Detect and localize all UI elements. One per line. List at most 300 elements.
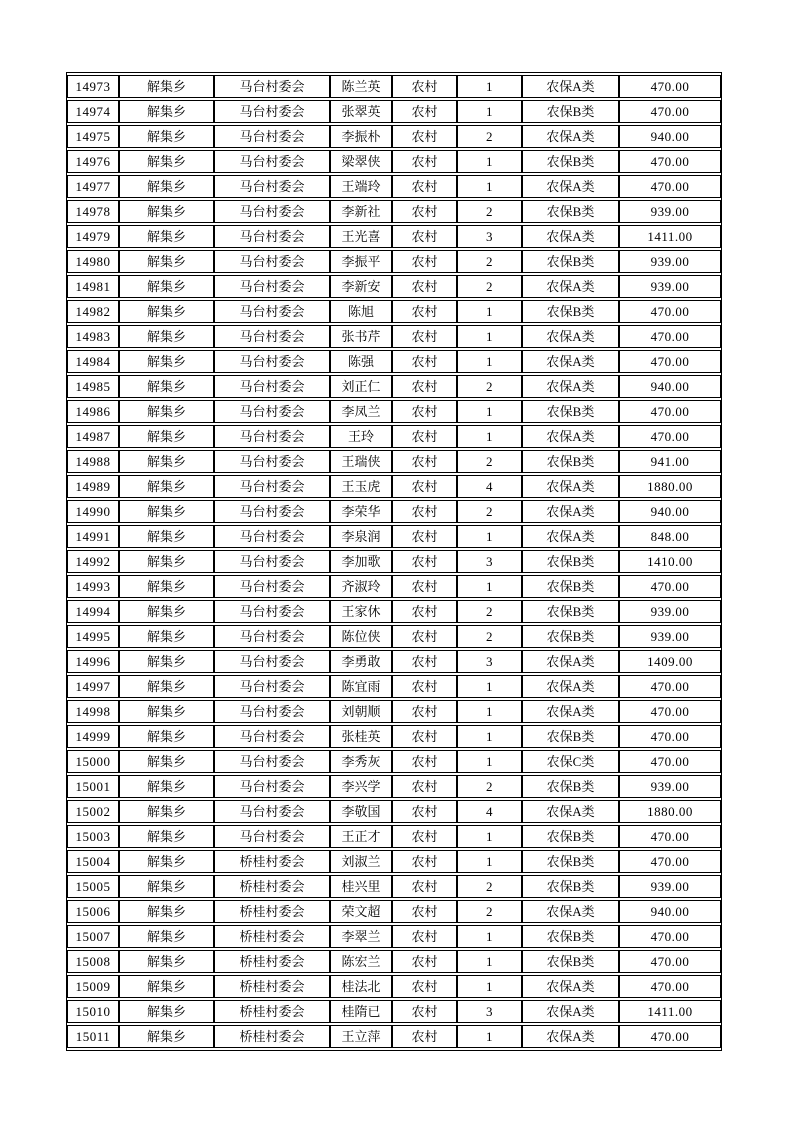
township-cell: 解集乡: [119, 375, 214, 398]
insurance-category-cell: 农保A类: [522, 425, 619, 448]
village-committee-cell: 马台村委会: [214, 675, 330, 698]
residence-type-cell: 农村: [392, 500, 457, 523]
residence-type-cell: 农村: [392, 1025, 457, 1048]
serial-number-cell: 15008: [67, 950, 119, 973]
serial-number-cell: 14979: [67, 225, 119, 248]
village-committee-cell: 马台村委会: [214, 625, 330, 648]
village-committee-cell: 桥桂村委会: [214, 1000, 330, 1023]
township-cell: 解集乡: [119, 550, 214, 573]
amount-cell: 939.00: [619, 875, 721, 898]
amount-cell: 939.00: [619, 250, 721, 273]
residence-type-cell: 农村: [392, 575, 457, 598]
insurance-category-cell: 农保A类: [522, 125, 619, 148]
township-cell: 解集乡: [119, 250, 214, 273]
person-count-cell: 1: [457, 575, 522, 598]
township-cell: 解集乡: [119, 725, 214, 748]
amount-cell: 1410.00: [619, 550, 721, 573]
village-committee-cell: 马台村委会: [214, 375, 330, 398]
person-count-cell: 2: [457, 275, 522, 298]
township-cell: 解集乡: [119, 400, 214, 423]
table-row: [67, 450, 721, 473]
village-committee-cell: 马台村委会: [214, 125, 330, 148]
person-name-cell: 陈强: [330, 350, 392, 373]
person-name-cell: 桂法北: [330, 975, 392, 998]
village-committee-cell: 马台村委会: [214, 525, 330, 548]
township-cell: 解集乡: [119, 200, 214, 223]
person-count-cell: 2: [457, 900, 522, 923]
person-count-cell: 1: [457, 700, 522, 723]
table-row: [67, 575, 721, 598]
residence-type-cell: 农村: [392, 400, 457, 423]
serial-number-cell: 14996: [67, 650, 119, 673]
table-row: [67, 400, 721, 423]
residence-type-cell: 农村: [392, 900, 457, 923]
village-committee-cell: 马台村委会: [214, 450, 330, 473]
residence-type-cell: 农村: [392, 250, 457, 273]
village-committee-cell: 马台村委会: [214, 775, 330, 798]
person-count-cell: 1: [457, 175, 522, 198]
person-name-cell: 李加歌: [330, 550, 392, 573]
insurance-category-cell: 农保B类: [522, 600, 619, 623]
residence-type-cell: 农村: [392, 875, 457, 898]
insurance-category-cell: 农保B类: [522, 875, 619, 898]
serial-number-cell: 14991: [67, 525, 119, 548]
residence-type-cell: 农村: [392, 650, 457, 673]
residence-type-cell: 农村: [392, 150, 457, 173]
amount-cell: 470.00: [619, 175, 721, 198]
township-cell: 解集乡: [119, 1025, 214, 1048]
village-committee-cell: 马台村委会: [214, 575, 330, 598]
serial-number-cell: 14983: [67, 325, 119, 348]
table-row: [67, 300, 721, 323]
person-count-cell: 2: [457, 450, 522, 473]
person-name-cell: 刘淑兰: [330, 850, 392, 873]
township-cell: 解集乡: [119, 500, 214, 523]
serial-number-cell: 14986: [67, 400, 119, 423]
serial-number-cell: 14973: [67, 75, 119, 98]
table-row: [67, 375, 721, 398]
amount-cell: 939.00: [619, 200, 721, 223]
township-cell: 解集乡: [119, 475, 214, 498]
township-cell: 解集乡: [119, 650, 214, 673]
person-count-cell: 1: [457, 400, 522, 423]
residence-type-cell: 农村: [392, 675, 457, 698]
table-row: [67, 200, 721, 223]
serial-number-cell: 14993: [67, 575, 119, 598]
insurance-category-cell: 农保A类: [522, 175, 619, 198]
residence-type-cell: 农村: [392, 350, 457, 373]
table-row: [67, 750, 721, 773]
residence-type-cell: 农村: [392, 825, 457, 848]
residence-type-cell: 农村: [392, 425, 457, 448]
table-row: [67, 850, 721, 873]
person-count-cell: 4: [457, 475, 522, 498]
amount-cell: 470.00: [619, 1025, 721, 1048]
amount-cell: 470.00: [619, 425, 721, 448]
person-name-cell: 李勇敢: [330, 650, 392, 673]
table-row: [67, 175, 721, 198]
serial-number-cell: 14985: [67, 375, 119, 398]
person-name-cell: 刘朝顺: [330, 700, 392, 723]
amount-cell: 1411.00: [619, 225, 721, 248]
person-name-cell: 李新安: [330, 275, 392, 298]
table-row: [67, 550, 721, 573]
table-row: [67, 900, 721, 923]
insurance-category-cell: 农保A类: [522, 900, 619, 923]
village-committee-cell: 马台村委会: [214, 225, 330, 248]
serial-number-cell: 14980: [67, 250, 119, 273]
person-name-cell: 李秀灰: [330, 750, 392, 773]
residence-type-cell: 农村: [392, 700, 457, 723]
insurance-category-cell: 农保B类: [522, 400, 619, 423]
table-row: [67, 725, 721, 748]
person-count-cell: 1: [457, 975, 522, 998]
amount-cell: 939.00: [619, 625, 721, 648]
insurance-category-cell: 农保B类: [522, 300, 619, 323]
person-count-cell: 1: [457, 150, 522, 173]
person-name-cell: 李振朴: [330, 125, 392, 148]
village-committee-cell: 马台村委会: [214, 250, 330, 273]
village-committee-cell: 马台村委会: [214, 350, 330, 373]
village-committee-cell: 马台村委会: [214, 725, 330, 748]
serial-number-cell: 14994: [67, 600, 119, 623]
amount-cell: 941.00: [619, 450, 721, 473]
person-count-cell: 2: [457, 250, 522, 273]
residence-type-cell: 农村: [392, 125, 457, 148]
township-cell: 解集乡: [119, 875, 214, 898]
village-committee-cell: 桥桂村委会: [214, 950, 330, 973]
village-committee-cell: 马台村委会: [214, 150, 330, 173]
township-cell: 解集乡: [119, 225, 214, 248]
amount-cell: 470.00: [619, 700, 721, 723]
township-cell: 解集乡: [119, 125, 214, 148]
insurance-category-cell: 农保A类: [522, 700, 619, 723]
village-committee-cell: 马台村委会: [214, 600, 330, 623]
person-name-cell: 王瑞侠: [330, 450, 392, 473]
township-cell: 解集乡: [119, 575, 214, 598]
residence-type-cell: 农村: [392, 225, 457, 248]
table-row: [67, 425, 721, 448]
table-row: [67, 150, 721, 173]
township-cell: 解集乡: [119, 1000, 214, 1023]
village-committee-cell: 桥桂村委会: [214, 850, 330, 873]
village-committee-cell: 马台村委会: [214, 200, 330, 223]
serial-number-cell: 15011: [67, 1025, 119, 1048]
insurance-category-cell: 农保B类: [522, 950, 619, 973]
village-committee-cell: 桥桂村委会: [214, 900, 330, 923]
insurance-category-cell: 农保A类: [522, 1000, 619, 1023]
table-row: [67, 875, 721, 898]
table-row: [67, 775, 721, 798]
person-count-cell: 3: [457, 650, 522, 673]
insurance-category-cell: 农保A类: [522, 225, 619, 248]
village-committee-cell: 马台村委会: [214, 500, 330, 523]
person-count-cell: 2: [457, 125, 522, 148]
person-count-cell: 2: [457, 625, 522, 648]
amount-cell: 848.00: [619, 525, 721, 548]
insurance-category-cell: 农保B类: [522, 100, 619, 123]
person-count-cell: 2: [457, 500, 522, 523]
insurance-category-cell: 农保A类: [522, 350, 619, 373]
amount-cell: 470.00: [619, 975, 721, 998]
table-row: [67, 1000, 721, 1023]
village-committee-cell: 马台村委会: [214, 475, 330, 498]
amount-cell: 940.00: [619, 500, 721, 523]
township-cell: 解集乡: [119, 275, 214, 298]
person-name-cell: 王端玲: [330, 175, 392, 198]
insurance-category-cell: 农保A类: [522, 475, 619, 498]
person-name-cell: 李荣华: [330, 500, 392, 523]
village-committee-cell: 马台村委会: [214, 325, 330, 348]
residence-type-cell: 农村: [392, 925, 457, 948]
amount-cell: 470.00: [619, 350, 721, 373]
township-cell: 解集乡: [119, 75, 214, 98]
village-committee-cell: 桥桂村委会: [214, 1025, 330, 1048]
table-row: [67, 325, 721, 348]
insurance-category-cell: 农保B类: [522, 825, 619, 848]
insurance-category-cell: 农保A类: [522, 75, 619, 98]
township-cell: 解集乡: [119, 450, 214, 473]
insurance-category-cell: 农保A类: [522, 1025, 619, 1048]
person-name-cell: 李翠兰: [330, 925, 392, 948]
insurance-category-cell: 农保A类: [522, 675, 619, 698]
serial-number-cell: 15002: [67, 800, 119, 823]
amount-cell: 470.00: [619, 400, 721, 423]
amount-cell: 1880.00: [619, 800, 721, 823]
residence-type-cell: 农村: [392, 375, 457, 398]
insurance-category-cell: 农保A类: [522, 275, 619, 298]
amount-cell: 939.00: [619, 600, 721, 623]
person-name-cell: 李凤兰: [330, 400, 392, 423]
serial-number-cell: 14981: [67, 275, 119, 298]
person-count-cell: 2: [457, 200, 522, 223]
village-committee-cell: 马台村委会: [214, 825, 330, 848]
residence-type-cell: 农村: [392, 725, 457, 748]
table-row: [67, 650, 721, 673]
person-name-cell: 陈宏兰: [330, 950, 392, 973]
township-cell: 解集乡: [119, 175, 214, 198]
serial-number-cell: 15007: [67, 925, 119, 948]
table-row: [67, 675, 721, 698]
person-name-cell: 桂兴里: [330, 875, 392, 898]
insurance-category-cell: 农保B类: [522, 625, 619, 648]
village-committee-cell: 马台村委会: [214, 700, 330, 723]
village-committee-cell: 马台村委会: [214, 100, 330, 123]
insurance-category-cell: 农保B类: [522, 850, 619, 873]
person-name-cell: 荣文超: [330, 900, 392, 923]
village-committee-cell: 马台村委会: [214, 400, 330, 423]
table-row: [67, 500, 721, 523]
person-count-cell: 1: [457, 525, 522, 548]
amount-cell: 470.00: [619, 925, 721, 948]
residence-type-cell: 农村: [392, 475, 457, 498]
township-cell: 解集乡: [119, 675, 214, 698]
serial-number-cell: 14978: [67, 200, 119, 223]
person-name-cell: 张桂英: [330, 725, 392, 748]
table-row: [67, 950, 721, 973]
village-committee-cell: 马台村委会: [214, 75, 330, 98]
township-cell: 解集乡: [119, 100, 214, 123]
person-name-cell: 李新社: [330, 200, 392, 223]
township-cell: 解集乡: [119, 775, 214, 798]
serial-number-cell: 14998: [67, 700, 119, 723]
person-name-cell: 张书芹: [330, 325, 392, 348]
township-cell: 解集乡: [119, 900, 214, 923]
township-cell: 解集乡: [119, 975, 214, 998]
township-cell: 解集乡: [119, 525, 214, 548]
table-row: [67, 925, 721, 948]
township-cell: 解集乡: [119, 950, 214, 973]
insurance-category-cell: 农保B类: [522, 200, 619, 223]
person-name-cell: 齐淑玲: [330, 575, 392, 598]
serial-number-cell: 14997: [67, 675, 119, 698]
village-committee-cell: 马台村委会: [214, 300, 330, 323]
township-cell: 解集乡: [119, 625, 214, 648]
person-name-cell: 李兴学: [330, 775, 392, 798]
serial-number-cell: 15004: [67, 850, 119, 873]
residence-type-cell: 农村: [392, 275, 457, 298]
residence-type-cell: 农村: [392, 550, 457, 573]
person-count-cell: 1: [457, 750, 522, 773]
amount-cell: 470.00: [619, 300, 721, 323]
township-cell: 解集乡: [119, 700, 214, 723]
serial-number-cell: 14976: [67, 150, 119, 173]
person-name-cell: 王光喜: [330, 225, 392, 248]
person-count-cell: 2: [457, 875, 522, 898]
insurance-category-cell: 农保A类: [522, 525, 619, 548]
person-count-cell: 1: [457, 100, 522, 123]
township-cell: 解集乡: [119, 350, 214, 373]
person-name-cell: 王玲: [330, 425, 392, 448]
amount-cell: 470.00: [619, 675, 721, 698]
person-name-cell: 梁翠侠: [330, 150, 392, 173]
amount-cell: 939.00: [619, 775, 721, 798]
serial-number-cell: 14977: [67, 175, 119, 198]
amount-cell: 940.00: [619, 900, 721, 923]
township-cell: 解集乡: [119, 750, 214, 773]
serial-number-cell: 15006: [67, 900, 119, 923]
residence-type-cell: 农村: [392, 950, 457, 973]
township-cell: 解集乡: [119, 825, 214, 848]
person-count-cell: 2: [457, 775, 522, 798]
table-row: [67, 275, 721, 298]
table-row: [67, 75, 721, 98]
village-committee-cell: 马台村委会: [214, 550, 330, 573]
table-row: [67, 475, 721, 498]
table-row: [67, 625, 721, 648]
table-row: [67, 525, 721, 548]
serial-number-cell: 14989: [67, 475, 119, 498]
person-name-cell: 李泉润: [330, 525, 392, 548]
township-cell: 解集乡: [119, 925, 214, 948]
person-name-cell: 桂隋已: [330, 1000, 392, 1023]
insurance-category-cell: 农保B类: [522, 550, 619, 573]
serial-number-cell: 14982: [67, 300, 119, 323]
person-count-cell: 3: [457, 550, 522, 573]
serial-number-cell: 15000: [67, 750, 119, 773]
township-cell: 解集乡: [119, 325, 214, 348]
insurance-category-cell: 农保C类: [522, 750, 619, 773]
insurance-category-cell: 农保A类: [522, 650, 619, 673]
table-row: [67, 125, 721, 148]
person-count-cell: 1: [457, 300, 522, 323]
residence-type-cell: 农村: [392, 525, 457, 548]
insurance-category-cell: 农保B类: [522, 725, 619, 748]
serial-number-cell: 15010: [67, 1000, 119, 1023]
serial-number-cell: 14988: [67, 450, 119, 473]
residence-type-cell: 农村: [392, 850, 457, 873]
person-count-cell: 1: [457, 1025, 522, 1048]
amount-cell: 470.00: [619, 950, 721, 973]
table-row: [67, 700, 721, 723]
amount-cell: 470.00: [619, 725, 721, 748]
insurance-category-cell: 农保A类: [522, 500, 619, 523]
person-name-cell: 王正才: [330, 825, 392, 848]
insurance-category-cell: 农保A类: [522, 800, 619, 823]
village-committee-cell: 桥桂村委会: [214, 875, 330, 898]
residence-type-cell: 农村: [392, 625, 457, 648]
residence-type-cell: 农村: [392, 325, 457, 348]
person-name-cell: 王立萍: [330, 1025, 392, 1048]
township-cell: 解集乡: [119, 150, 214, 173]
table-row: [67, 350, 721, 373]
amount-cell: 940.00: [619, 375, 721, 398]
person-name-cell: 陈兰英: [330, 75, 392, 98]
pension-roster-table: [66, 72, 722, 1051]
amount-cell: 940.00: [619, 125, 721, 148]
serial-number-cell: 14987: [67, 425, 119, 448]
residence-type-cell: 农村: [392, 775, 457, 798]
township-cell: 解集乡: [119, 425, 214, 448]
serial-number-cell: 14990: [67, 500, 119, 523]
village-committee-cell: 马台村委会: [214, 175, 330, 198]
amount-cell: 470.00: [619, 850, 721, 873]
person-count-cell: 1: [457, 825, 522, 848]
township-cell: 解集乡: [119, 850, 214, 873]
amount-cell: 470.00: [619, 750, 721, 773]
township-cell: 解集乡: [119, 600, 214, 623]
insurance-category-cell: 农保A类: [522, 975, 619, 998]
village-committee-cell: 马台村委会: [214, 275, 330, 298]
insurance-category-cell: 农保B类: [522, 250, 619, 273]
amount-cell: 1409.00: [619, 650, 721, 673]
person-name-cell: 陈旭: [330, 300, 392, 323]
table-row: [67, 825, 721, 848]
serial-number-cell: 14992: [67, 550, 119, 573]
amount-cell: 470.00: [619, 100, 721, 123]
insurance-category-cell: 农保B类: [522, 575, 619, 598]
amount-cell: 1411.00: [619, 1000, 721, 1023]
amount-cell: 470.00: [619, 575, 721, 598]
amount-cell: 470.00: [619, 75, 721, 98]
insurance-category-cell: 农保B类: [522, 450, 619, 473]
insurance-category-cell: 农保B类: [522, 775, 619, 798]
residence-type-cell: 农村: [392, 100, 457, 123]
person-name-cell: 刘正仁: [330, 375, 392, 398]
person-count-cell: 1: [457, 425, 522, 448]
table-row: [67, 1025, 721, 1048]
serial-number-cell: 15009: [67, 975, 119, 998]
person-count-cell: 3: [457, 1000, 522, 1023]
pension-roster-body: [67, 75, 721, 1048]
table-row: [67, 800, 721, 823]
person-count-cell: 1: [457, 950, 522, 973]
serial-number-cell: 15001: [67, 775, 119, 798]
person-count-cell: 1: [457, 725, 522, 748]
person-count-cell: 1: [457, 850, 522, 873]
amount-cell: 470.00: [619, 825, 721, 848]
person-count-cell: 1: [457, 325, 522, 348]
